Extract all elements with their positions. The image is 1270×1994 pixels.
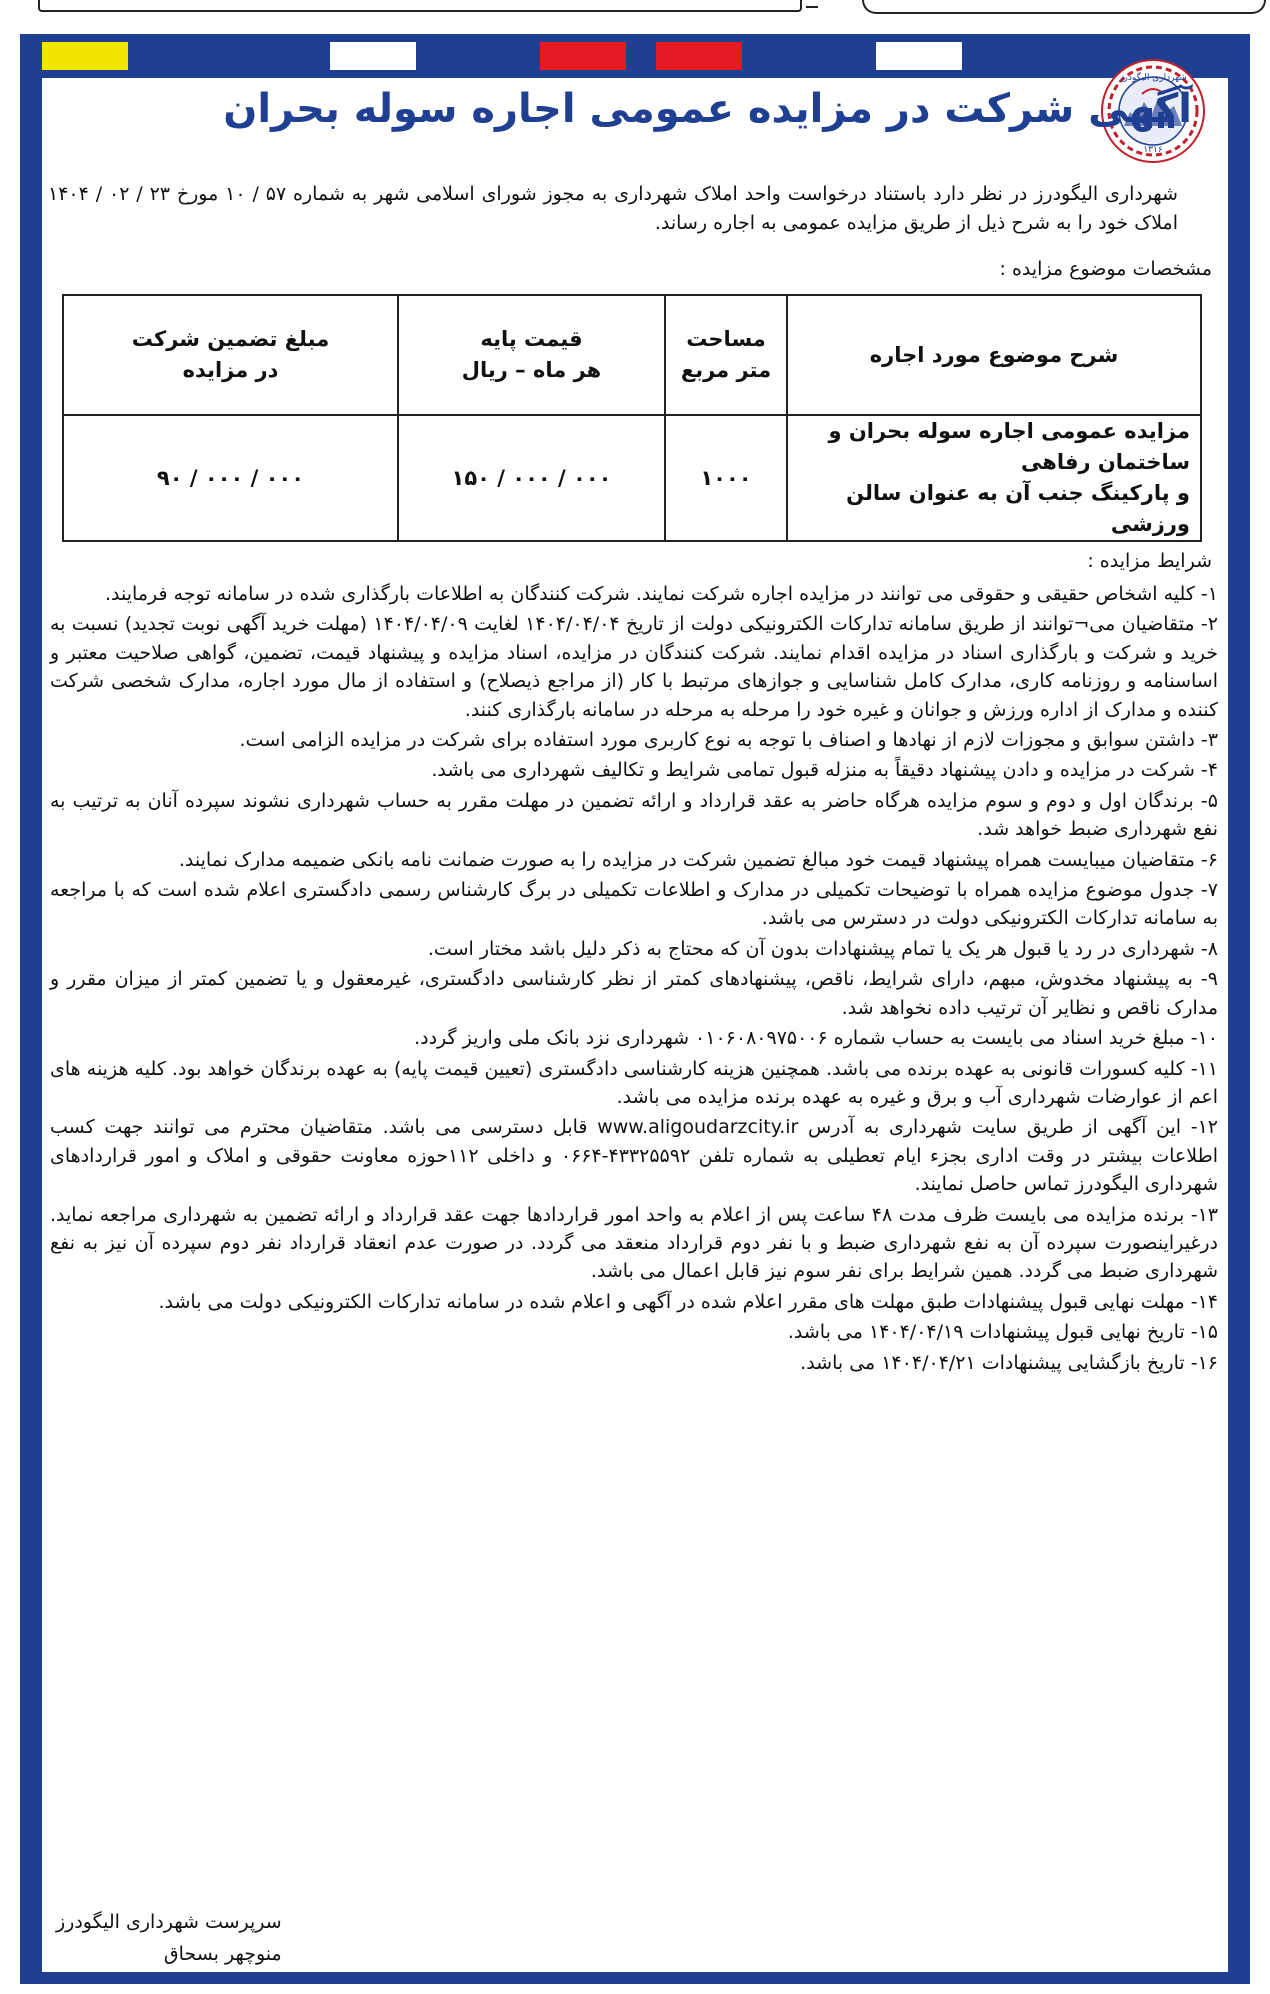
condition-1: ۱- کلیه اشخاص حقیقی و حقوقی می توانند در مزایده اجاره شرکت نمایند. شرکت کنندگان به اطلاعات بارگذاری شده در سامانه توجه فرمایند. [105, 583, 1218, 605]
signature-block [56, 1906, 282, 1970]
condition-4: ۴- شرکت در مزایده و دادن پیشنهاد دقیقاً به منزله قبول تمامی شرایط و تکالیف شهرداری می باشد. [431, 759, 1218, 782]
condition-10: ۱۰- مبلغ خرید اسناد می بایست به حساب شماره ۰۱۰۶۰۸۰۹۷۵۰۰۶ شهرداری نزد بانک ملی واریز گردد. [414, 1027, 1218, 1050]
condition-8: ۸- شهرداری در رد یا قبول هر یک یا تمام پیشنهادات بدون آن که محتاج به ذکر دلیل باشد مختار است. [427, 937, 1218, 960]
accent-bar-yellow [42, 42, 128, 70]
condition-16: ۱۶- تاریخ بازگشایی پیشنهادات ۱۴۰۴/۰۴/۲۱ می باشد. [800, 1351, 1218, 1374]
condition-14: ۱۴- مهلت نهایی قبول پیشنهادات طبق مهلت های مقرر اعلام شده در آگهی و اعلام شده در سامانه تدارکات الکترونیکی دولت می باشد. [158, 1290, 1218, 1313]
condition-6: ۶- متقاضیان میبایست همراه پیشنهاد قیمت خود مبالغ تضمین شرکت در مزایده را به صورت ضمانت نامه بانکی ضمیمه مدارک نمایند. [178, 848, 1218, 871]
accent-bar-white-1 [330, 42, 416, 70]
accent-bar-red-1 [540, 42, 626, 70]
condition-12: ۱۲- این آگهی از طریق سایت شهرداری به آدرس www.aligoudarzcity.ir قابل دسترسی می باشد. متقاضیان محترم می توانند جهت کسب اطلاعات بیشتر در وقت اداری بجزء ایام تعطیلی به شماره تلفن ۴۳۳۲۵۵۹۲-۰۶۶۴ و داخلی ۱۱۲حوزه معاونت حقوقی و املاک و امور قراردادهای شهرداری الیگودرز تماس حاصل نمایند. [50, 1116, 1219, 1196]
condition-3: ۳- داشتن سوابق و مجوزات لازم از نهادها و اصناف با توجه به نوع کاربری مورد استفاده برای شرکت در مزایده الزامی است. [239, 729, 1218, 752]
condition-9: ۹- به پیشنهاد مخدوش، مبهم، دارای شرایط، ناقص، پیشنهادهای کمتر از نظر کارشناسی دادگستری، غیرمعقول و یا تضمین کمتر از میزان مقرر و مدارک ناقص و نظایر آن ترتیب داده نخواهد شد. [50, 968, 1218, 1019]
adjacent-clipping-fragment-left [38, 0, 802, 12]
spec-table [62, 294, 1202, 542]
condition-13: ۱۳- برنده مزایده می بایست ظرف مدت ۴۸ ساعت پس از اعلام به واحد امور قراردادها جهت عقد قرارداد و ارائه تضمین به شهرداری مراجعه نماید. درغیراینصورت سپرده آن به نفع شهرداری ضبط و با نفر دوم قرارداد منعقد می گردد. در صورت عدم انعقاد قرارداد نفر دوم سپرده آن نیز به نفع شهرداری ضبط می گردد. همین شرایط برای نفر سوم نیز قابل اعمال می باشد. [50, 1203, 1219, 1283]
header-guarantee: مبلغ تضمین شرکت در مزایده [63, 295, 398, 415]
accent-bar-red-2 [656, 42, 742, 70]
svg-text:۱۳۱۶: ۱۳۱۶ [1143, 145, 1163, 155]
signature-name: منوچهر بسحاق [163, 1943, 282, 1965]
condition-2: ۲- متقاضیان می¬توانند از طریق سامانه تدارکات الکترونیکی دولت از تاریخ ۱۴۰۴/۰۴/۰۴ لغایت ۱۴۰۴/۰۴/۰۹ (مهلت خرید آگهی نوبت تجدید) نسبت به خرید و شرکت و بارگذاری اسناد در مزایده اقدام نمایند. شرکت کنندگان در مزایده، اسناد مزایده و پیشنهاد قیمت، تضمین، گواهی صلاحیت معتبر و اساسنامه و روزنامه کاری، مدارک کامل شناسایی و جوازهای مرتبط با کار (از مراجع ذیصلاح) و استفاده از مال مورد اجاره، مدارک شخصی شرکت کننده و مدارک از اداره ورزش و جوانان و غیره خود را مرحله به مرحله در سامانه بارگذاری کنند. [50, 613, 1218, 721]
table-header-row [63, 295, 1201, 415]
specs-label: مشخصات موضوع مزایده : [999, 258, 1212, 280]
cell-area: ۱۰۰۰ [665, 415, 787, 541]
cell-description: مزایده عمومی اجاره سوله بحران و ساختمان رفاهی و پارکینگ جنب آن به عنوان سالن ورزشی [787, 415, 1201, 541]
signature-title: سرپرست شهرداری الیگودرز [56, 1911, 282, 1933]
condition-11: ۱۱- کلیه کسورات قانونی به عهده برنده می باشد. همچنین هزینه کارشناسی دادگستری (تعیین قیمت پایه) به عهده برندگان خواهد بود. کلیه هزینه های اعم از عوارضات شهرداری آب و برق و غیره به عهده برنده مزایده می باشد. [50, 1057, 1218, 1108]
header-area: مساحت متر مربع [665, 295, 787, 415]
svg-text:شهرداری الیگودرز: شهرداری الیگودرز [1119, 73, 1187, 83]
cell-base-price: ۰۰۰ / ۰۰۰ / ۱۵۰ [398, 415, 665, 541]
accent-bar-white-2 [876, 42, 962, 70]
adjacent-clipping-fragment-right [862, 0, 1266, 14]
table-row [63, 415, 1201, 541]
cell-guarantee: ۰۰۰ / ۰۰۰ / ۹۰ [63, 415, 398, 541]
header-base-price: قیمت پایه هر ماه – ریال [398, 295, 665, 415]
conditions-label: شرایط مزایده : [1087, 550, 1212, 572]
intro-paragraph: شهرداری الیگودرز در نظر دارد باستناد درخواست واحد املاک شهرداری به مجوز شورای اسلامی شهر به شماره ۵۷ / ۱۰ مورخ ۲۳ / ۰۲ / ۱۴۰۴ املاک خود را به شرح ذیل از طریق مزایده عمومی به اجاره رساند. [48, 183, 1178, 234]
condition-5: ۵- برندگان اول و دوم و سوم مزایده هرگاه حاضر به عقد قرارداد و ارائه تضمین در مهلت مقرر به حساب شهرداری نشوند سپرده آنان به ترتیب به نفع شهرداری ضبط خواهد شد. [50, 789, 1218, 841]
conditions-list [50, 580, 1218, 1379]
adjacent-clipping-mark [806, 0, 818, 8]
condition-15: ۱۵- تاریخ نهایی قبول پیشنهادات ۱۴۰۴/۰۴/۱۹ می باشد. [787, 1321, 1218, 1344]
header-description: شرح موضوع مورد اجاره [787, 295, 1201, 415]
condition-7: ۷- جدول موضوع مزایده همراه با توضیحات تکمیلی در مدارک و اطلاعات تکمیلی در برگ کارشناس رسمی دادگستری اعلام شده است که با مراجعه به سامانه تدارکات الکترونیکی دولت در دسترس می باشد. [50, 879, 1218, 930]
notice-title: آگهی شرکت در مزایده عمومی اجاره سوله بحران [223, 86, 1192, 132]
